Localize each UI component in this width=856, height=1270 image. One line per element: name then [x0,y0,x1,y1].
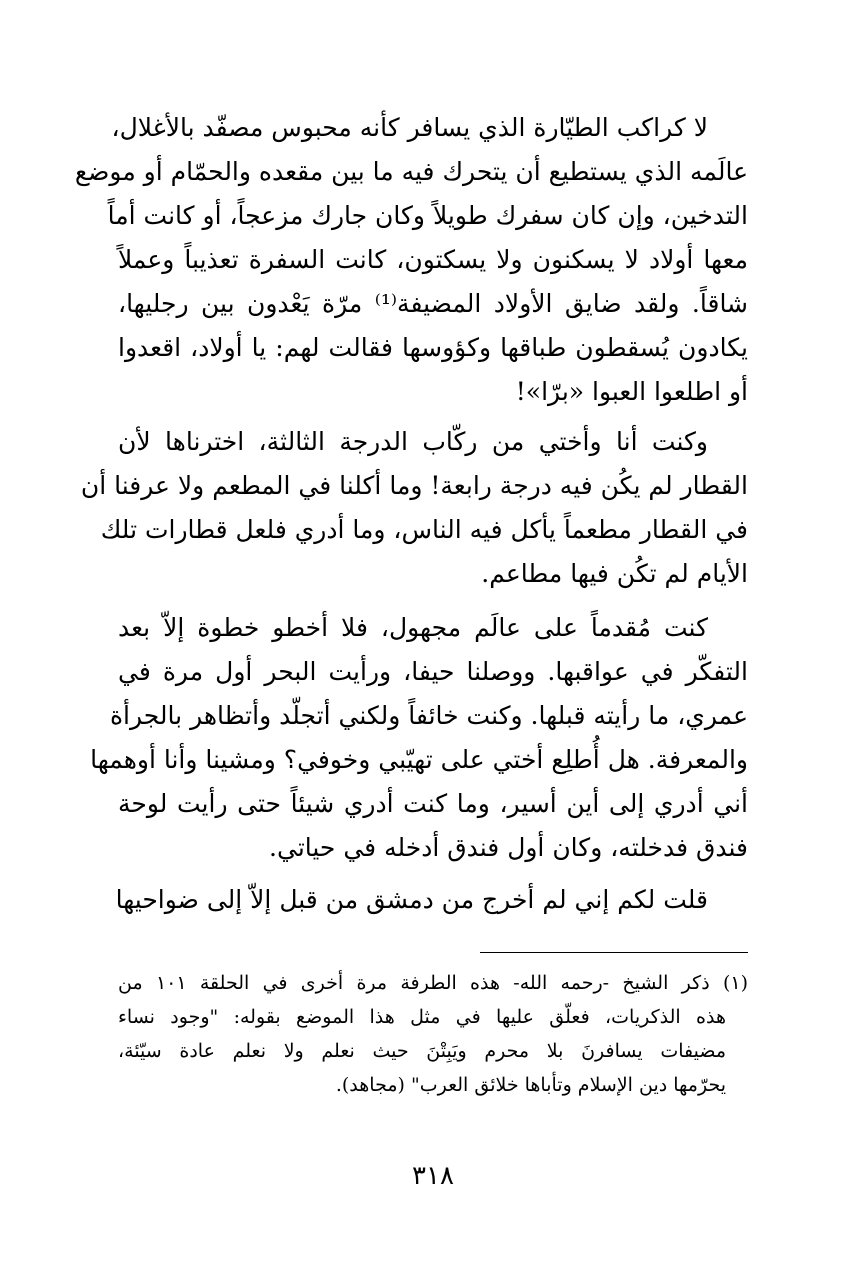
text-line: لا كراكب الطيّارة الذي يسافر كأنه محبوس مصفّد بالأغلال، [111,113,708,142]
text-line: شاقاً. ولقد ضايق الأولاد المضيفة⁽¹⁾ مرّة يَعْدون بين رجليها، [118,289,749,318]
text-line: عمري، ما رأيته قبلها. وكنت خائفاً ولكني أتجلّد وأتظاهر بالجرأة [109,701,748,730]
footnote-separator [480,952,748,953]
footnote-line: يحرّمها دين الإسلام وتأباها خلائق العرب" (مجاهد). [335,1074,726,1096]
footnote-line: مضيفات يسافرنَ بلا محرم ويَبِتْنَ حيث نعلم ولا نعلم عادة سيّئة، [118,1040,726,1062]
text-line: والمعرفة. هل أُطلِع أختي على تهيّبي وخوفي؟ ومشينا وأنا أوهمها [90,745,748,774]
footnote-line: (١) ذكر الشيخ -رحمه الله- هذه الطرفة مرة أخرى في الحلقة ١٠١ من [118,972,748,994]
text-line: في القطار مطعماً يأكل فيه الناس، وما أدري فلعل قطارات تلك [100,515,748,544]
text-line: قلت لكم إني لم أخرج من دمشق من قبل إلاّ إلى ضواحيها [115,885,708,914]
text-line: معها أولاد لا يسكنون ولا يسكتون، كانت السفرة تعذيباً وعملاً [118,245,748,274]
text-line: التفكّر في عواقبها. ووصلنا حيفا، ورأيت البحر أول مرة في [118,657,748,686]
text-line: أني أدري إلى أين أسير، وما كنت أدري شيئاً حتى رأيت لوحة [118,789,748,818]
text-line: فندق فدخلته، وكان أول فندق أدخله في حياتي. [269,833,748,862]
footnote-line: هذه الذكريات، فعلّق عليها في مثل هذا الموضع بقوله: "وجود نساء [118,1006,726,1028]
text-line: يكادون يُسقطون طباقها وكؤوسها فقالت لهم: يا أولاد، اقعدوا [118,333,748,362]
book-page [74,0,749,1270]
text-line: القطار لم يكُن فيه درجة رابعة! وما أكلنا في المطعم ولا عرفنا أن [80,471,748,500]
text-line: كنت مُقدماً على عالَم مجهول، فلا أخطو خطوة إلاّ بعد [118,613,708,642]
text-line: التدخين، وإن كان سفرك طويلاً وكان جارك مزعجاً، أو كانت أماً [107,201,748,230]
text-line: عالَمه الذي يستطيع أن يتحرك فيه ما بين مقعده والحمّام أو موضع [74,157,748,186]
text-line: وكنت أنا وأختي من ركّاب الدرجة الثالثة، اخترناها لأن [118,427,708,456]
text-line: أو اطلعوا العبوا «برّا»! [515,377,748,406]
page-number: ٣١٨ [412,1161,454,1191]
text-line: الأيام لم تكُن فيها مطاعم. [481,559,748,588]
